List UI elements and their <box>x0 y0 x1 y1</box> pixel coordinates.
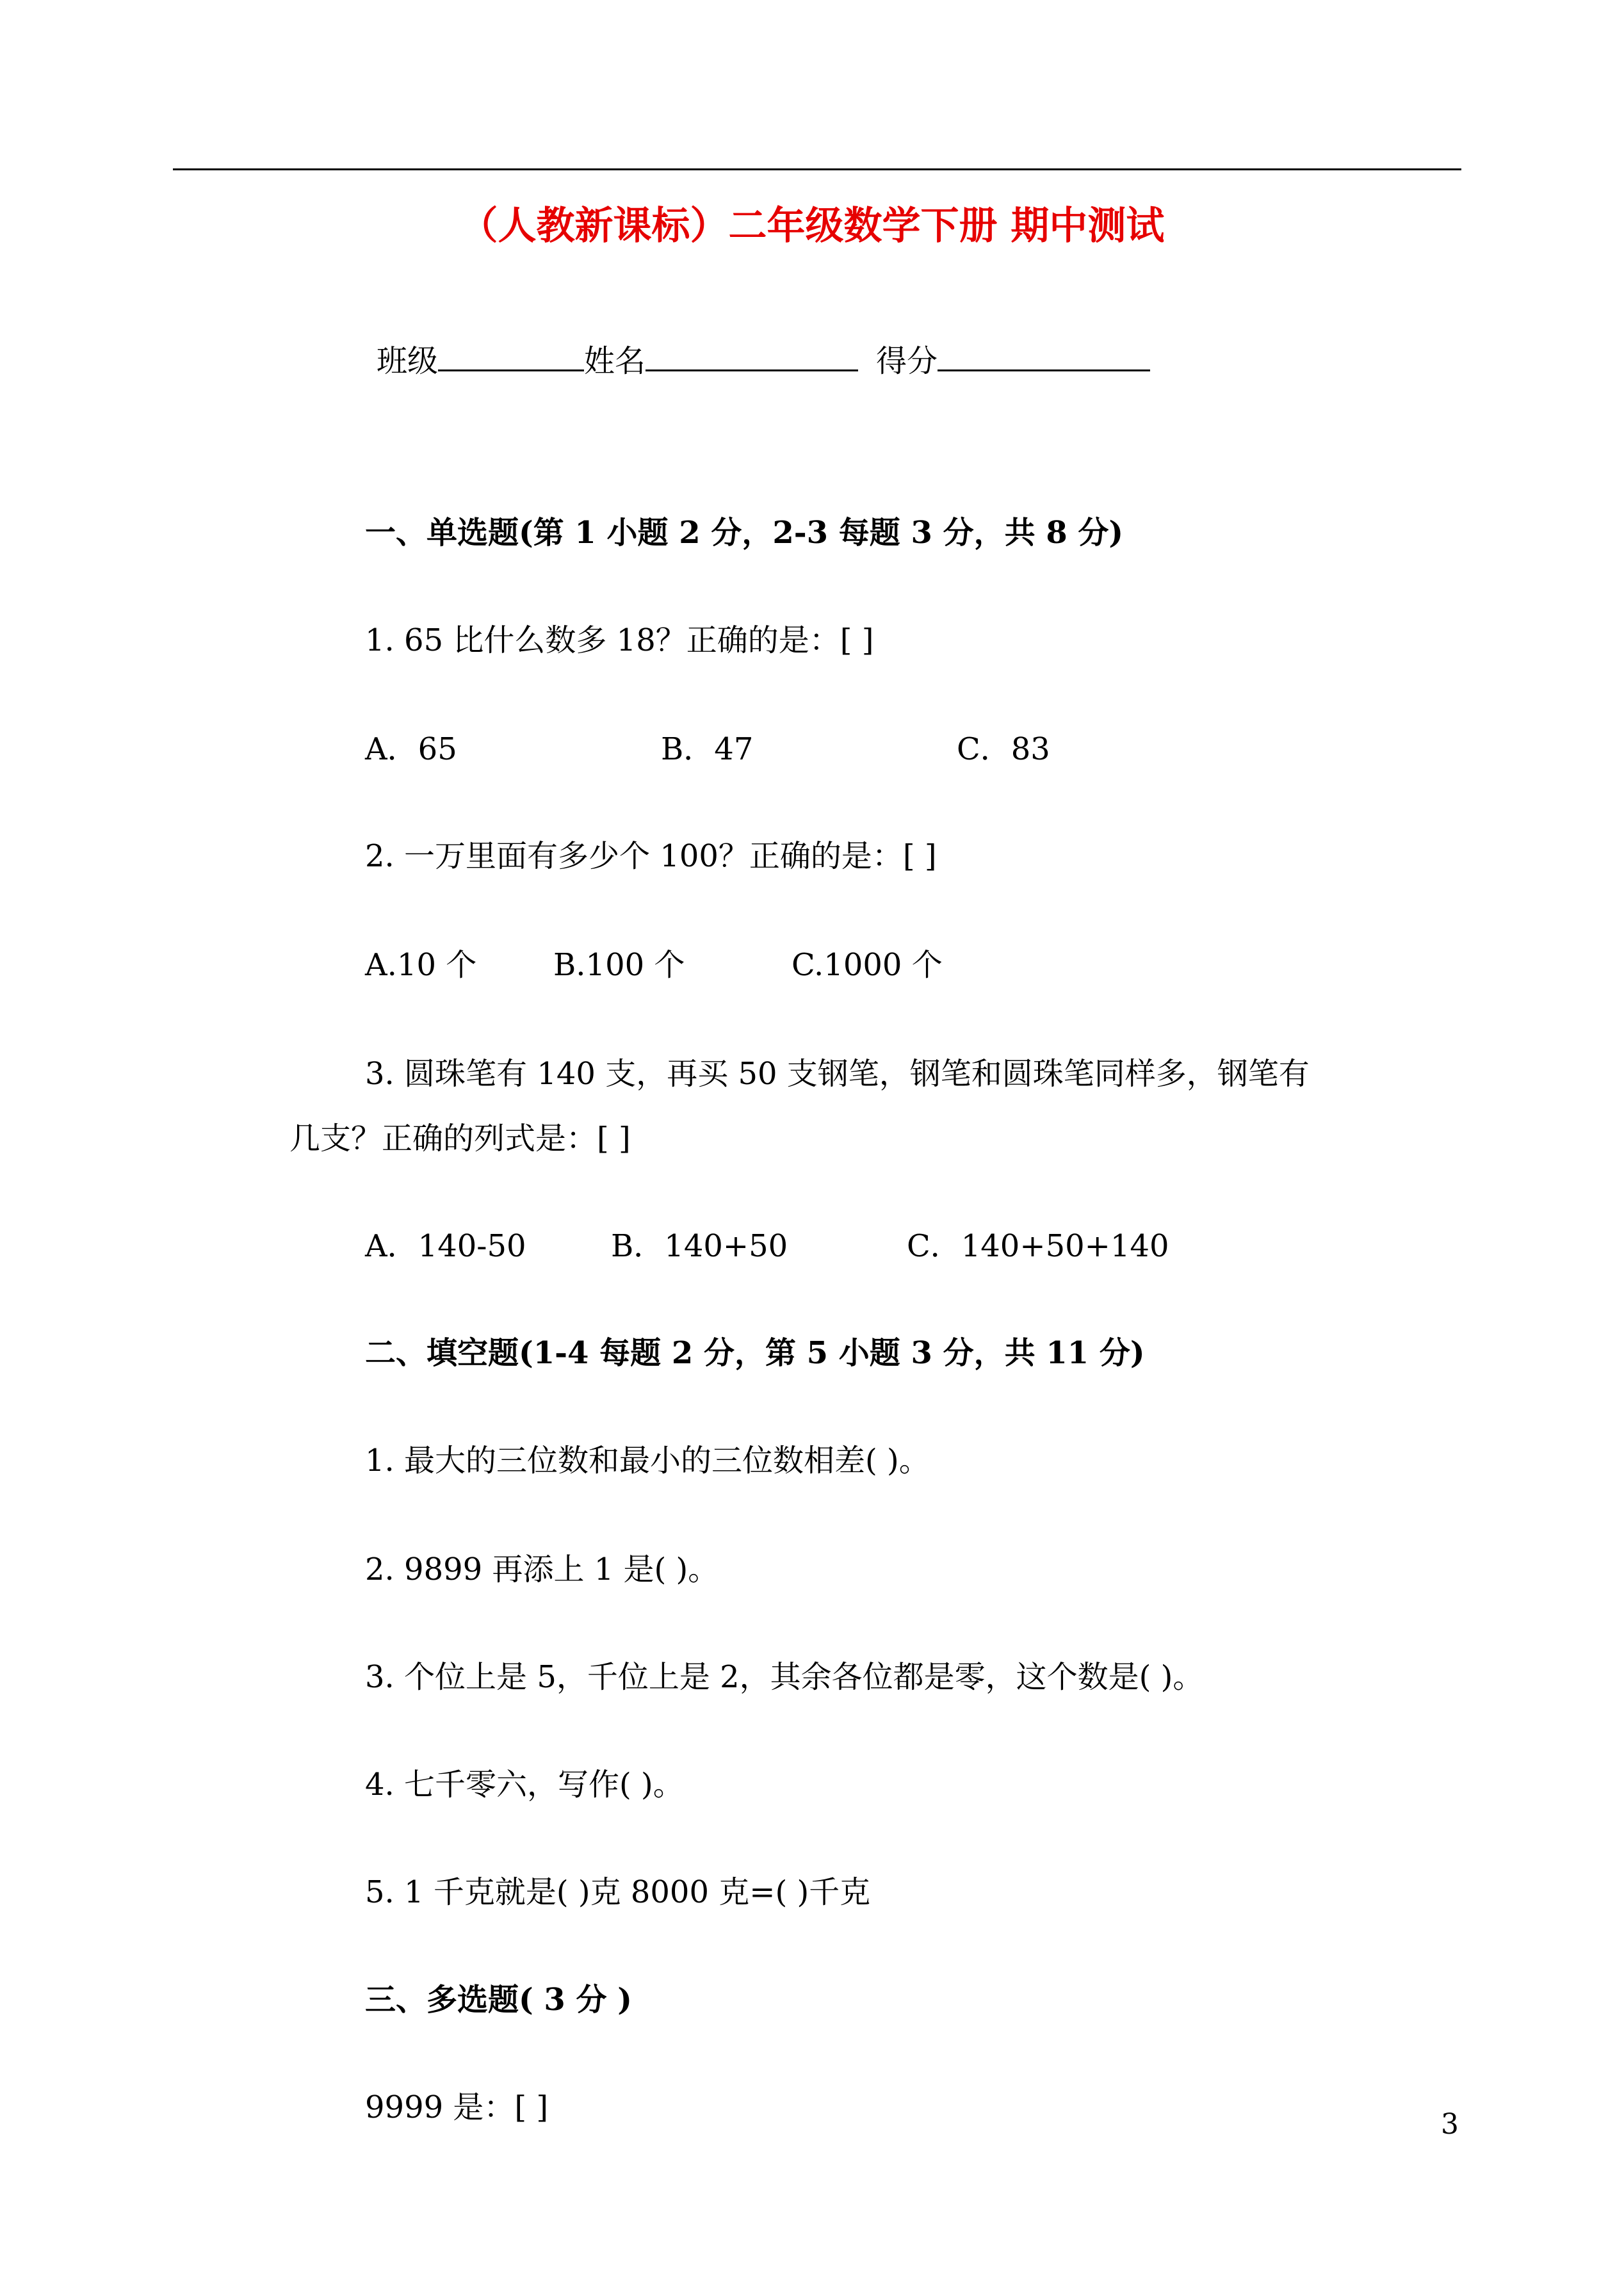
document-title: （人教新课标）二年级数学下册 期中测试 <box>459 204 1165 248</box>
section2-heading: 二、填空题(1-4 每题 2 分，第 5 小题 3 分，共 11 分) <box>365 1335 1145 1371</box>
s1-question-2: 2. 一万里面有多少个 100？正确的是：[ ] <box>365 838 937 874</box>
s1-question-3-line2: 几支？正确的列式是：[ ] <box>289 1121 631 1156</box>
page-number: 3 <box>1441 2108 1459 2141</box>
s2-item-4: 4. 七千零六，写作( )。 <box>365 1767 684 1803</box>
s1-question-1: 1. 65 比什么数多 18？正确的是：[ ] <box>365 622 874 658</box>
s2-item-2: 2. 9899 再添上 1 是( )。 <box>365 1552 719 1587</box>
class-label: 班级 <box>377 343 439 379</box>
s1-q2-option-c: C.1000 个 <box>792 947 943 983</box>
s2-item-5: 5. 1 千克就是( )克 8000 克=( )千克 <box>365 1874 871 1910</box>
class-blank <box>438 341 584 371</box>
s1-q1-option-c: C．83 <box>957 731 1050 767</box>
s1-q3-option-b: B．140+50 <box>611 1228 788 1264</box>
s1-q3-option-c: C．140+50+140 <box>907 1228 1169 1264</box>
score-blank <box>938 341 1150 371</box>
s1-q1-option-b: B．47 <box>661 731 754 767</box>
student-info-row <box>377 341 1150 380</box>
score-label: 得分 <box>876 343 938 379</box>
section1-heading: 一、单选题(第 1 小题 2 分，2-3 每题 3 分，共 8 分) <box>365 515 1124 551</box>
s1-question-3-line1: 3. 圆珠笔有 140 支，再买 50 支钢笔，钢笔和圆珠笔同样多，钢笔有 <box>365 1056 1310 1092</box>
s2-item-1: 1. 最大的三位数和最小的三位数相差( )。 <box>365 1443 930 1479</box>
s1-q1-option-a: A．65 <box>365 731 457 767</box>
header-rule <box>173 168 1461 170</box>
s1-q3-option-a: A．140-50 <box>365 1228 526 1264</box>
s1-q2-option-b: B.100 个 <box>553 947 685 983</box>
name-blank <box>646 341 858 371</box>
section3-heading: 三、多选题( 3 分 ) <box>365 1982 632 2018</box>
s2-item-3: 3. 个位上是 5，千位上是 2，其余各位都是零，这个数是( )。 <box>365 1659 1204 1695</box>
s1-q2-option-a: A.10 个 <box>365 947 477 983</box>
name-label: 姓名 <box>584 343 646 379</box>
s3-question-1: 9999 是：[ ] <box>365 2089 549 2125</box>
